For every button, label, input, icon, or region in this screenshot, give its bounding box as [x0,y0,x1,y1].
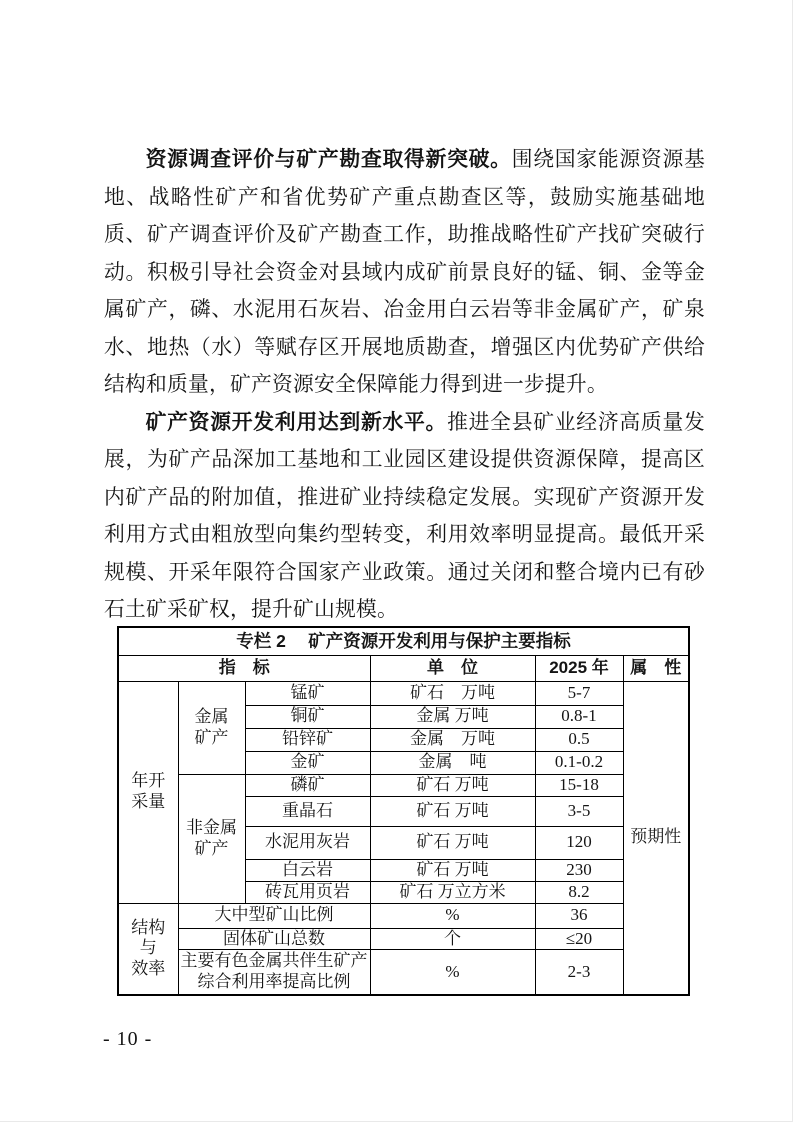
indicator-name: 铜矿 [245,705,370,728]
paragraph-lead: 资源调查评价与矿产勘查取得新突破。 [145,148,512,171]
col-header-attribute: 属 性 [623,655,689,681]
table-row [118,928,689,950]
indicator-unit: % [370,903,535,928]
indicator-unit: 矿石 万吨 [370,826,535,859]
indicator-name: 固体矿山总数 [178,928,370,950]
indicator-value: 3-5 [535,796,623,826]
indicator-unit: 矿石 万吨 [370,859,535,881]
paragraph-lead: 矿产资源开发利用达到新水平。 [145,410,448,434]
attribute-value: 预期性 [623,681,689,995]
indicator-name: 主要有色金属共伴生矿产 综合利用率提高比例 [178,950,370,995]
col-header-year: 2025 年 [535,655,623,681]
indicator-value: 0.1-0.2 [535,751,623,774]
indicator-unit: 个 [370,928,535,950]
paragraph-body: 围绕国家能源资源基地、战略性矿产和省优势矿产重点勘查区等，鼓励实施基础地质、矿产调查评价及矿产勘查工作，助推战略性矿产找矿突破行动。积极引导社会资金对县域内成矿前景良好的锰、铜、金等金属矿产，磷、水泥用石灰岩、冶金用白云岩等非金属矿产，矿泉水、地热（水）等赋存区开展地质勘查，增强区内优势矿产供给结构和质量，矿产资源安全保障能力得到进一步提升。 [104,148,705,396]
indicator-name: 白云岩 [245,859,370,881]
table-row [118,681,689,705]
body-text [104,141,705,629]
indicator-name: 铅锌矿 [245,728,370,751]
indicator-value: 5-7 [535,681,623,705]
table-row [118,903,689,928]
row-subgroup-metal: 金属 矿产 [178,681,245,774]
table-title-row [118,627,689,655]
table-title: 专栏 2 矿产资源开发利用与保护主要指标 [118,627,689,655]
indicator-value: ≤20 [535,928,623,950]
indicator-name: 砖瓦用页岩 [245,881,370,903]
indicator-value: 36 [535,903,623,928]
indicator-unit: 矿石 万立方米 [370,881,535,903]
col-header-unit: 单 位 [370,655,535,681]
indicator-value: 2-3 [535,950,623,995]
indicator-unit: 金属 万吨 [370,705,535,728]
indicator-value: 120 [535,826,623,859]
page-number: - 10 - [103,1028,153,1050]
indicator-unit: % [370,950,535,995]
indicator-unit: 矿石 万吨 [370,796,535,826]
indicator-name: 金矿 [245,751,370,774]
row-subgroup-nonmetal: 非金属 矿产 [178,774,245,903]
table-row [118,950,689,995]
indicator-value: 8.2 [535,881,623,903]
col-header-indicator: 指 标 [118,655,370,681]
table-row [118,774,689,796]
indicator-name: 锰矿 [245,681,370,705]
indicator-name: 水泥用灰岩 [245,826,370,859]
paragraph-body: 推进全县矿业经济高质量发展，为矿产品深加工基地和工业园区建设提供资源保障，提高区内矿产品的附加值，推进矿业持续稳定发展。实现矿产资源开发利用方式由粗放型向集约型转变，利用效率明显提高。最低开采规模、开采年限符合国家产业政策。通过关闭和整合境内已有砂石土矿采矿权，提升矿山规模。 [104,410,705,621]
indicator-table [117,626,690,996]
paragraph-survey [104,141,705,404]
row-group-structure-efficiency: 结构 与 效率 [118,903,178,995]
indicator-unit: 矿石 万吨 [370,774,535,796]
indicator-name: 大中型矿山比例 [178,903,370,928]
indicator-name: 磷矿 [245,774,370,796]
indicator-name: 重晶石 [245,796,370,826]
indicator-unit: 金属 吨 [370,751,535,774]
table-header-row [118,655,689,681]
indicator-value: 15-18 [535,774,623,796]
indicator-value: 0.8-1 [535,705,623,728]
indicator-value: 0.5 [535,728,623,751]
row-group-annual-output: 年开 采量 [118,681,178,903]
indicator-value: 230 [535,859,623,881]
indicator-unit: 矿石 万吨 [370,681,535,705]
indicator-unit: 金属 万吨 [370,728,535,751]
paragraph-development [104,404,705,629]
